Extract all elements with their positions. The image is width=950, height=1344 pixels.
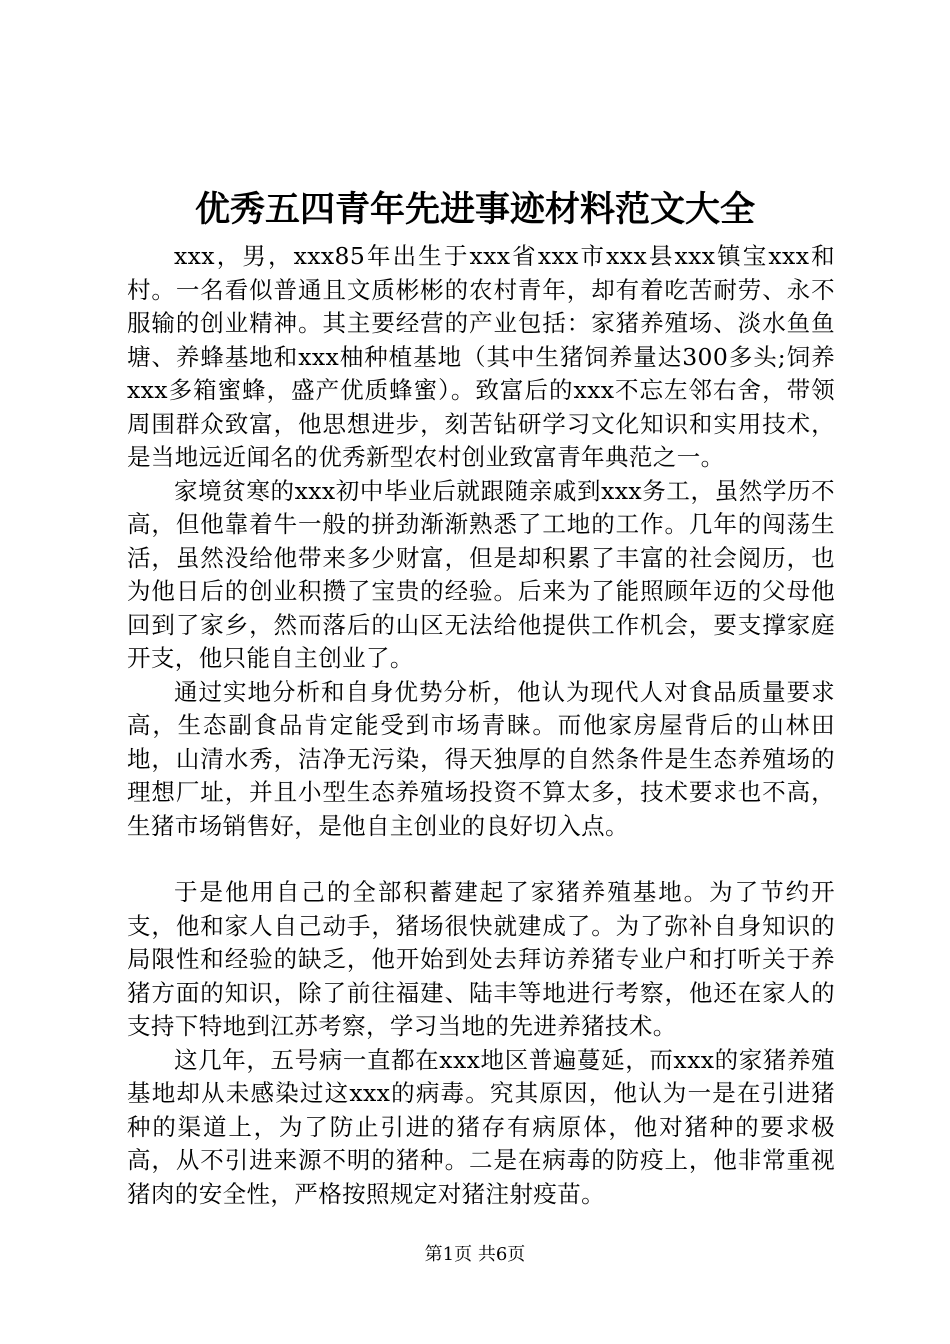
paragraph-2: 家境贫寒的xxx初中毕业后就跟随亲戚到xxx务工，虽然学历不高，但他靠着牛一般的拼劲渐渐熟悉了工地的工作。几年的闯荡生活，虽然没给他带来多少财富，但是却积累了丰富的社会阅历，也为他日后的创业积攒了宝贵的经验。后来为了能照顾年迈的父母他回到了家乡，然而落后的山区无法给他提供工作机会，要支撑家庭开支，他只能自主创业了。 [127,476,835,672]
paragraph-4: 于是他用自己的全部积蓄建起了家猪养殖基地。为了节约开支，他和家人自己动手，猪场很快就建成了。为了弥补自身知识的局限性和经验的缺乏，他开始到处去拜访养猪专业户和打听关于养猪方面的知识，除了前往福建、陆丰等地进行考察，他还在家人的支持下特地到江苏考察，学习当地的先进养猪技术。 [127,878,835,1040]
paragraph-3: 通过实地分析和自身优势分析，他认为现代人对食品质量要求高，生态副食品肯定能受到市场青睐。而他家房屋背后的山林田地，山清水秀，洁净无污染，得天独厚的自然条件是生态养殖场的理想厂址，并且小型生态养殖场投资不算太多，技术要求也不高，生猪市场销售好，是他自主创业的良好切入点。 [127,677,835,840]
page-footer: 第1页 共6页 [424,1244,526,1265]
paragraph-5: 这几年，五号病一直都在xxx地区普遍蔓延，而xxx的家猪养殖基地却从未感染过这xxx的病毒。究其原因，他认为一是在引进猪种的渠道上，为了防止引进的猪存有病原体，他对猪种的要求极高，从不引进来源不明的猪种。二是在病毒的防疫上，他非常重视猪肉的安全性，严格按照规定对猪注射疫苗。 [127,1045,835,1208]
paragraph-1: xxx，男，xxx85年出生于xxx省xxx市xxx县xxx镇宝xxx和村。一名看似普通且文质彬彬的农村青年，却有着吃苦耐劳、永不服输的创业精神。其主要经营的产业包括：家猪养殖场、淡水鱼鱼塘、养蜂基地和xxx柚种植基地（其中生猪饲养量达300多头;饲养xxx多箱蜜蜂，盛产优质蜂蜜）。致富后的xxx不忘左邻右舍，带领周围群众致富，他思想进步，刻苦钻研学习文化知识和实用技术，是当地远近闻名的优秀新型农村创业致富青年典范之一。 [127,242,835,471]
document-body [127,240,835,1211]
document-title: 优秀五四青年先进事迹材料范文大全 [194,189,755,230]
